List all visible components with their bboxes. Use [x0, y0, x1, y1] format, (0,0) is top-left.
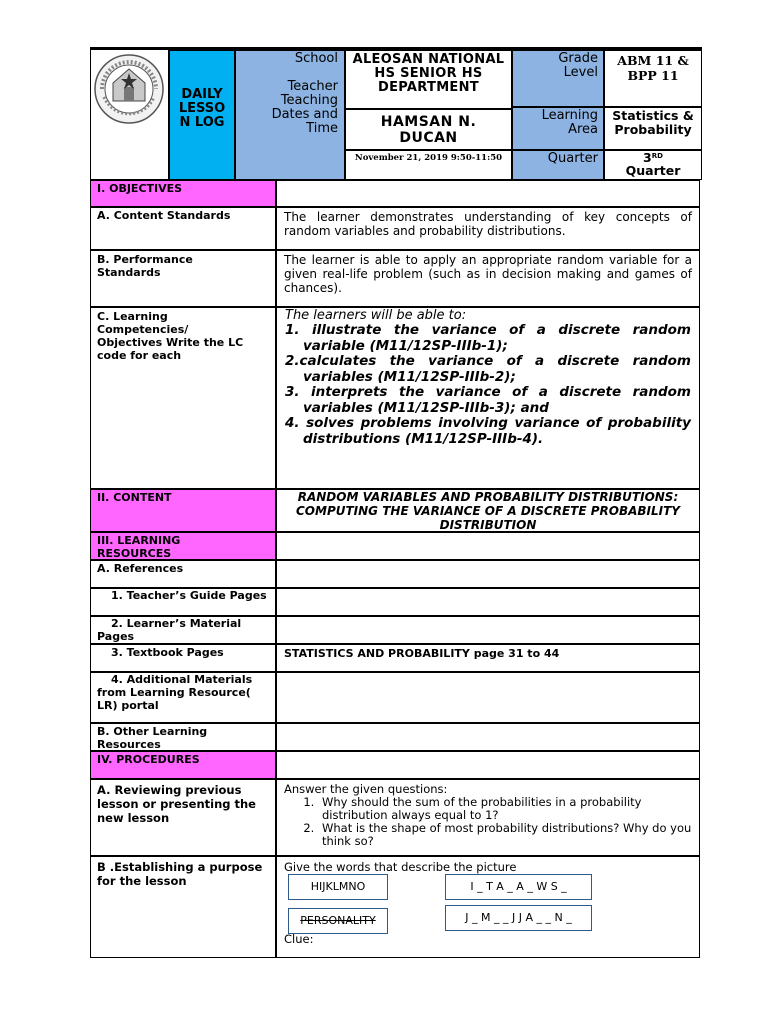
reviewing-lesson-value	[276, 779, 700, 856]
content-standards-label: A. Content Standards	[90, 207, 276, 250]
references-value	[276, 560, 700, 588]
review-question: 2. What is the shape of most probability distributions? Why do you think so?	[318, 822, 692, 848]
teachers-guide-label: 1. Teacher’s Guide Pages	[90, 588, 276, 616]
references-label: A. References	[90, 560, 276, 588]
learning-area-label: Learning Area	[512, 107, 604, 150]
daily-lesson-log-cell	[169, 50, 235, 180]
teachers-guide-value	[276, 588, 700, 616]
teacher-label: Teacher	[287, 79, 338, 94]
other-resources-label: B. Other Learning Resources	[90, 723, 276, 751]
objectives-heading-value	[276, 180, 700, 207]
purpose-intro: Give the words that describe the picture	[284, 860, 517, 874]
word-box: J _ M _ _ J J A _ _ N _	[445, 905, 592, 931]
word-box: I _ T A _ A _ W S _	[445, 874, 592, 900]
textbook-pages-label: 3. Textbook Pages	[90, 644, 276, 672]
learning-resources-value	[276, 532, 700, 560]
other-resources-value	[276, 723, 700, 751]
additional-materials-value	[276, 672, 700, 723]
competency-item: 1. illustrate the variance of a discrete random variable (M11/12SP-IIIb-1);	[285, 322, 691, 354]
teaching-date-time: November 21, 2019 9:50-11:50	[345, 150, 512, 180]
content-value: RANDOM VARIABLES AND PROBABILITY DISTRIBUTIONS: COMPUTING THE VARIANCE OF A DISCRETE PROBABILITY DISTRIBUTION	[276, 489, 700, 532]
school-label: School	[294, 51, 338, 66]
learning-competencies-label: C. Learning Competencies/ Objectives Write the LC code for each	[90, 307, 276, 489]
learners-material-value	[276, 616, 700, 644]
procedures-value	[276, 751, 700, 779]
competencies-intro: The learners will be able to:	[285, 308, 467, 323]
content-standards-value: The learner demonstrates understanding of key concepts of random variables and probability distributions.	[276, 207, 700, 250]
review-question: 1. Why should the sum of the probabilities in a probability distribution always equal to 1?	[318, 796, 692, 822]
word-box: PERSONALITY	[288, 908, 388, 934]
review-questions	[284, 796, 692, 848]
teaching-dates-label: Teaching Dates and Time	[271, 93, 338, 136]
seal-cell	[90, 49, 169, 180]
clue-label: Clue:	[284, 932, 314, 946]
content-heading: II. CONTENT	[90, 489, 276, 532]
performance-standards-value: The learner is able to apply an appropriate random variable for a given real-life problem (such as in decision making and games of chances).	[276, 250, 700, 307]
objectives-heading: I. OBJECTIVES	[90, 180, 276, 207]
procedures-heading: IV. PROCEDURES	[90, 751, 276, 779]
reviewing-intro: Answer the given questions:	[284, 782, 448, 796]
performance-standards-label: B. Performance Standards	[90, 250, 276, 307]
quarter-label: Quarter	[512, 150, 604, 180]
learning-resources-heading: III. LEARNING RESOURCES	[90, 532, 276, 560]
competency-item: 2.calculates the variance of a discrete random variables (M11/12SP-IIIb-2);	[285, 353, 691, 385]
competency-item: 3. interprets the variance of a discrete random variables (M11/12SP-IIIb-3); and	[285, 384, 691, 416]
additional-materials-label: 4. Additional Materials from Learning Resource( LR) portal	[90, 672, 276, 723]
competency-item: 4. solves problems involving variance of probability distributions (M11/12SP-IIIb-4).	[285, 415, 691, 447]
learners-material-label: 2. Learner’s Material Pages	[90, 616, 276, 644]
grade-level-value: ABM 11 & BPP 11	[604, 50, 702, 107]
quarter-value: 3RD Quarter	[604, 150, 702, 180]
deped-seal-icon	[93, 53, 165, 125]
school-name: ALEOSAN NATIONAL HS SENIOR HS DEPARTMENT	[345, 50, 512, 109]
school-teacher-header	[235, 50, 345, 180]
establishing-purpose-label: B .Establishing a purpose for the lesson	[90, 856, 276, 958]
teacher-name: HAMSAN N. DUCAN	[345, 109, 512, 150]
learning-competencies-value	[276, 307, 700, 489]
learning-area-value: Statistics &Probability	[604, 107, 702, 150]
reviewing-lesson-label: A. Reviewing previous lesson or presenting the new lesson	[90, 779, 276, 856]
daily-lesson-log-title: DAILY LESSO N LOG	[178, 87, 226, 130]
word-box: HIJKLMNO	[288, 874, 388, 900]
textbook-pages-value: STATISTICS AND PROBABILITY page 31 to 44	[276, 644, 700, 672]
grade-level-label: Grade Level	[512, 50, 604, 107]
